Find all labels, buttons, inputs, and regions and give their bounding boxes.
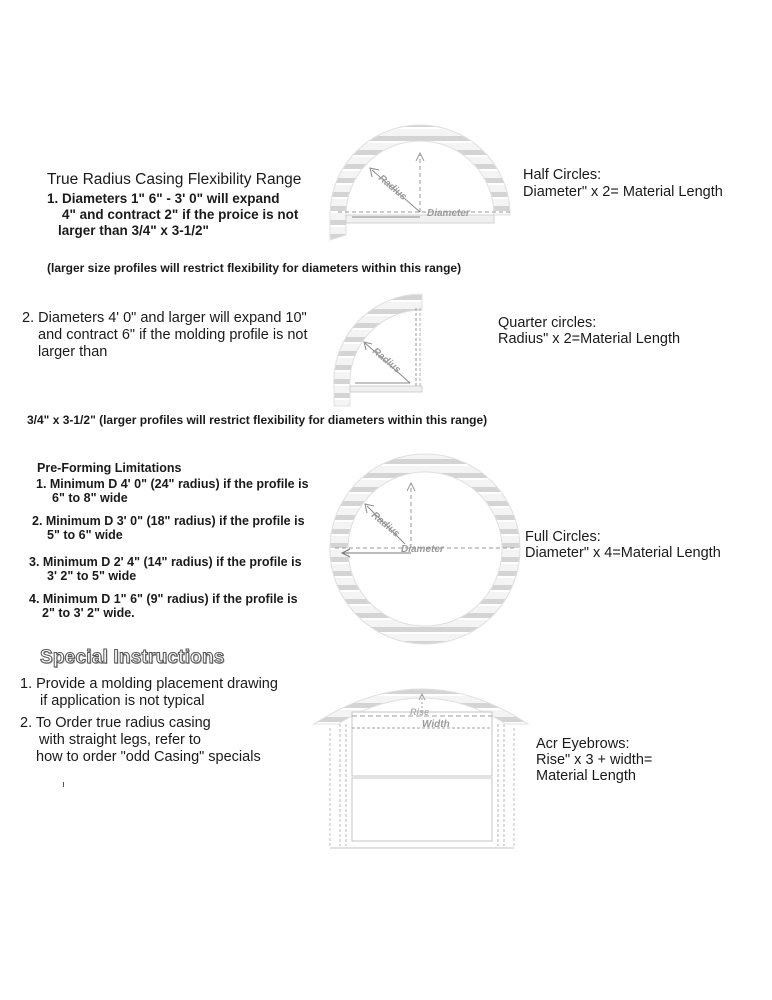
special-item1-line1: 1. Provide a molding placement drawing xyxy=(20,676,278,692)
eyebrow-diagram xyxy=(310,668,535,853)
half-circle-formula: Diameter" x 2= Material Length xyxy=(523,184,723,200)
eyebrow-title: Acr Eyebrows: xyxy=(536,736,630,752)
radius-label: Radius xyxy=(376,172,409,203)
full-circle-formula: Diameter" x 4=Material Length xyxy=(525,545,721,561)
flex-item1-line1: 1. Diameters 1" 6" - 3' 0" will expand xyxy=(47,191,280,206)
quarter-circle-diagram xyxy=(320,288,430,408)
preforming-item4-line1: 4. Minimum D 1" 6" (9" radius) if the profile is xyxy=(29,592,298,606)
diameter-label: Diameter xyxy=(427,208,470,219)
rise-label: Rise xyxy=(410,707,430,717)
quarter-circle-formula: Radius" x 2=Material Length xyxy=(498,331,681,347)
flex-note1: (larger size profiles will restrict flexibility for diameters within this range) xyxy=(47,261,462,275)
flex-note2: 3/4" x 3-1/2" (larger profiles will restrict flexibility for diameters within this range) xyxy=(27,413,488,427)
full-circle-title: Full Circles: xyxy=(525,529,601,545)
special-item2-line3: how to order "odd Casing" specials xyxy=(36,749,261,765)
preforming-item1-line1: 1. Minimum D 4' 0" (24" radius) if the profile is xyxy=(36,477,309,491)
flex-item1-line3: larger than 3/4" x 3-1/2" xyxy=(58,223,209,238)
flex-item2-line3: larger than xyxy=(38,344,108,360)
flexibility-title: True Radius Casing Flexibility Range xyxy=(47,171,302,188)
stray-mark xyxy=(63,782,64,787)
special-item2-line2: with straight legs, refer to xyxy=(39,732,201,748)
special-item2-line1: 2. To Order true radius casing xyxy=(20,715,211,731)
quarter-radius-label: Radius xyxy=(370,345,403,376)
half-circle-sill xyxy=(346,215,494,223)
quarter-circle-title: Quarter circles: xyxy=(498,315,597,331)
full-radius-label: Radius xyxy=(369,509,402,540)
eyebrow-formula: Rise" x 3 + width= xyxy=(536,752,653,768)
preforming-item1-line2: 6" to 8" wide xyxy=(52,491,128,505)
half-circle-diagram xyxy=(310,115,520,255)
preforming-item2-line2: 5" to 6" wide xyxy=(47,528,123,542)
preforming-title: Pre-Forming Limitations xyxy=(37,461,182,475)
preforming-item3-line2: 3' 2" to 5" wide xyxy=(47,569,137,583)
flex-item1-line2: 4" and contract 2" if the proice is not xyxy=(62,207,299,222)
preforming-item3-line1: 3. Minimum D 2' 4" (14" radius) if the profile is xyxy=(29,555,302,569)
special-instructions-title: Special Instructions xyxy=(40,647,225,668)
preforming-item4-line2: 2" to 3' 2" wide. xyxy=(42,606,135,620)
half-circle-title: Half Circles: xyxy=(523,167,602,183)
flex-item2-line2: and contract 6" if the molding profile is not xyxy=(38,327,308,343)
special-item1-line2: if application is not typical xyxy=(40,693,205,709)
preforming-item2-line1: 2. Minimum D 3' 0" (18" radius) if the profile is xyxy=(32,514,305,528)
eyebrow-formula-line2: Material Length xyxy=(536,768,636,784)
window-lower-sash xyxy=(352,778,492,841)
flex-item2-line1: 2. Diameters 4' 0" and larger will expand 10" xyxy=(22,310,307,326)
full-diameter-label: Diameter xyxy=(401,544,444,555)
full-circle-diagram xyxy=(325,452,525,647)
quarter-circle-sill xyxy=(350,386,422,392)
width-label: Width xyxy=(422,719,450,730)
